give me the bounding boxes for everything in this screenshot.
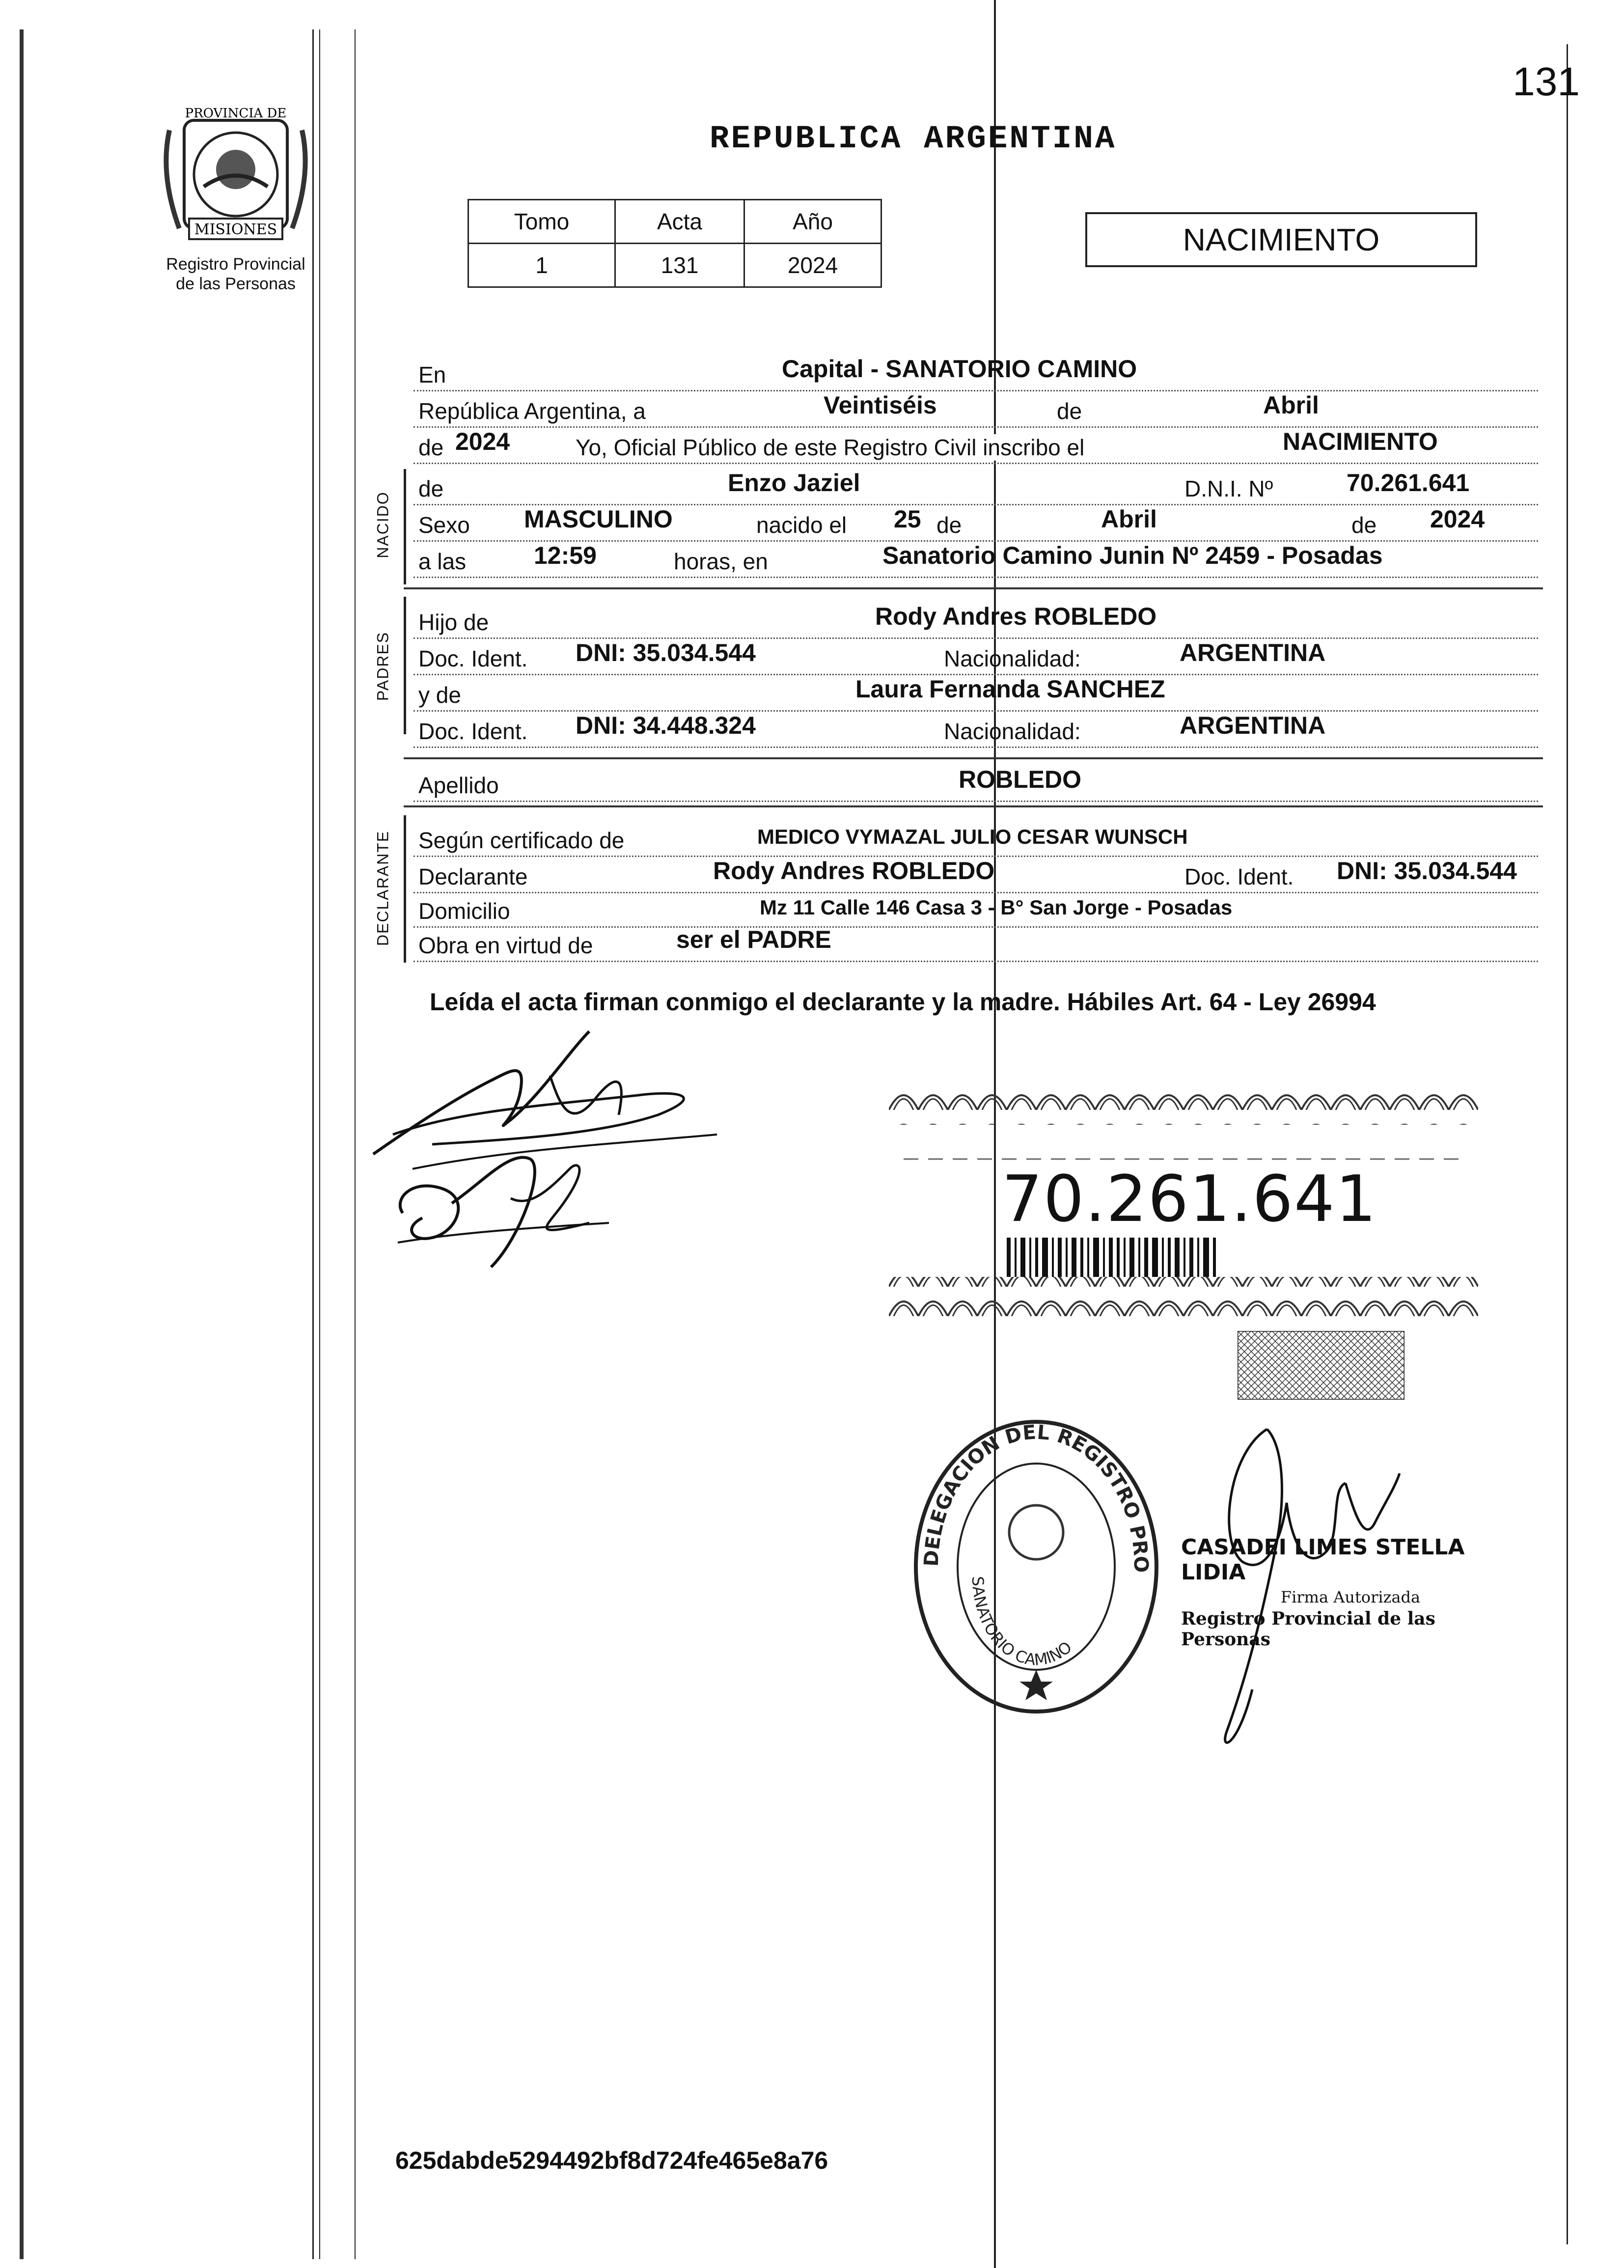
value-mes-nac: Abril	[1101, 505, 1157, 533]
logo-text-top: PROVINCIA DE	[185, 106, 287, 121]
label-de-name: de	[418, 475, 446, 502]
dni-label-number: 70.261.641	[1002, 1162, 1377, 1236]
label-segun-certificado: Según certificado de	[418, 827, 627, 854]
value-declarante: Rody Andres ROBLEDO	[713, 857, 995, 885]
label-nacionalidad: Nacionalidad:	[944, 719, 1081, 744]
form-row-padre-doc	[413, 636, 1538, 675]
label-declarante: Declarante	[418, 863, 530, 890]
value-domicilio: Mz 11 Calle 146 Casa 3 - B° San Jorge - Posadas	[760, 896, 1233, 919]
label-y-de: y de	[418, 682, 464, 708]
form-row-hora	[413, 539, 1538, 578]
value-obra: ser el PADRE	[676, 926, 831, 953]
seal-inner-text: SANATORIO CAMINO	[968, 1576, 1075, 1669]
label-obra-en-virtud: Obra en virtud de	[418, 932, 596, 959]
section-label-declarante: DECLARANTE	[374, 830, 392, 946]
book-table-value-row	[468, 244, 881, 287]
label-de-month: de	[1057, 398, 1082, 424]
margin-line	[312, 29, 314, 2259]
form-row-domicilio	[413, 889, 1538, 928]
registry-caption-line2: de las Personas	[176, 275, 296, 293]
form-row-en	[413, 353, 1538, 391]
book-header-anio: Año	[744, 200, 881, 244]
official-seal	[908, 1414, 1164, 1719]
label-nacido-el: nacido el	[756, 512, 847, 538]
value-lugar: Capital - SANATORIO CAMINO	[782, 355, 1137, 383]
label-horas-en: horas, en	[674, 549, 768, 574]
value-padre-doc: DNI: 35.034.544	[576, 639, 756, 666]
book-value-tomo: 1	[468, 244, 615, 287]
value-padre: Rody Andres ROBLEDO	[875, 603, 1157, 630]
section-bar-padres	[404, 597, 406, 734]
signature-mother	[383, 1139, 638, 1287]
label-republica: República Argentina, a	[418, 398, 649, 424]
section-label-padres: PADRES	[374, 631, 392, 701]
value-madre-doc: DNI: 34.448.324	[576, 712, 756, 739]
form-row-sexo	[413, 503, 1538, 542]
dni-security-label	[889, 1080, 1478, 1326]
logo-text-bottom: MISIONES	[194, 221, 277, 238]
form-row-padre	[413, 600, 1538, 639]
seal-outer-text: DELEGACION DEL REGISTRO PRO	[920, 1421, 1153, 1573]
label-sexo: Sexo	[418, 512, 473, 538]
security-hologram	[1238, 1331, 1404, 1400]
label-nacionalidad: Nacionalidad:	[944, 646, 1081, 671]
value-tipo: NACIMIENTO	[1283, 428, 1438, 455]
book-table	[468, 199, 882, 288]
label-doc-ident: Doc. Ident.	[418, 718, 530, 745]
label-apellido: Apellido	[418, 772, 502, 799]
section-label-nacido: NACIDO	[374, 491, 392, 558]
form-row-apellido	[413, 763, 1538, 802]
official-role: Firma Autorizada	[1280, 1588, 1421, 1606]
value-madre: Laura Fernanda SANCHEZ	[855, 675, 1165, 703]
section-divider	[404, 757, 1543, 759]
margin-line	[20, 29, 24, 2259]
value-padre-nac: ARGENTINA	[1180, 639, 1326, 666]
form-row-madre-doc	[413, 709, 1538, 748]
registry-caption-line1: Registro Provincial	[166, 255, 305, 274]
signature-official	[1169, 1414, 1444, 1768]
value-certificado: MEDICO VYMAZAL JULIO CESAR WUNSCH	[757, 825, 1188, 848]
act-type-box: NACIMIENTO	[1085, 212, 1477, 267]
label-doc-ident: Doc. Ident.	[1184, 864, 1294, 889]
official-org: Registro Provincial de las Personas	[1181, 1608, 1435, 1650]
value-mes: Abril	[1263, 391, 1319, 419]
official-name: CASADEI LIMES STELLA LIDIA	[1181, 1535, 1465, 1585]
province-logo	[160, 101, 312, 248]
section-bar-nacido	[404, 469, 406, 584]
section-divider	[404, 587, 1543, 589]
margin-line	[319, 29, 320, 2259]
margin-line	[355, 29, 356, 2259]
value-apellido: ROBLEDO	[959, 766, 1081, 793]
form-row-fecha	[413, 389, 1538, 428]
value-madre-nac: ARGENTINA	[1180, 712, 1326, 739]
label-dni: D.N.I. Nº	[1184, 475, 1276, 502]
value-anio: 2024	[455, 428, 510, 455]
value-dia-letras: Veintiséis	[824, 391, 937, 419]
value-anio-nac: 2024	[1430, 505, 1485, 533]
footer-hash: 625dabde5294492bf8d724fe465e8a76	[395, 2147, 828, 2174]
label-en: En	[418, 361, 449, 388]
section-bar-declarante	[404, 815, 406, 963]
closing-statement: Leída el acta firman conmigo el declarante y la madre. Hábiles Art. 64 - Ley 26994	[430, 988, 1376, 1016]
value-dni: 70.261.641	[1347, 469, 1470, 497]
label-hijo-de: Hijo de	[418, 609, 492, 636]
value-lugar-nac: Sanatorio Camino Junin Nº 2459 - Posadas	[882, 542, 1383, 569]
value-nombre: Enzo Jaziel	[728, 469, 860, 497]
barcode	[1007, 1238, 1216, 1277]
label-a-las: a las	[418, 548, 469, 575]
form-row-obra	[413, 923, 1538, 962]
form-row-madre	[413, 673, 1538, 712]
svg-text:DELEGACION DEL REGISTRO PROVIN	[908, 1414, 1152, 1573]
book-header-tomo: Tomo	[468, 200, 615, 244]
value-sexo: MASCULINO	[524, 505, 673, 533]
value-declarante-doc: DNI: 35.034.544	[1337, 857, 1517, 885]
form-row-declarante	[413, 855, 1538, 893]
book-table-header-row	[468, 200, 881, 244]
document-title: REPUBLICA ARGENTINA	[710, 120, 1117, 157]
margin-line	[1567, 44, 1568, 2244]
label-doc-ident: Doc. Ident.	[418, 645, 530, 672]
form-row-inscribo	[413, 425, 1538, 464]
label-domicilio: Domicilio	[418, 898, 513, 924]
label-de-birth-year: de	[1351, 512, 1377, 538]
page-number: 131	[1513, 59, 1580, 104]
label-de-year: de	[418, 435, 444, 460]
book-value-acta: 131	[615, 244, 744, 287]
value-hora: 12:59	[534, 542, 597, 569]
label-inscribo: Yo, Oficial Público de este Registro Civil inscribo el	[576, 434, 1087, 461]
form-row-certificado	[413, 818, 1538, 857]
label-de-birth-month: de	[936, 512, 962, 538]
section-divider	[404, 805, 1543, 807]
svg-text:SANATORIO CAMINO	[968, 1576, 1075, 1669]
form-row-nombre	[413, 467, 1538, 505]
book-header-acta: Acta	[615, 200, 744, 244]
registry-caption	[147, 254, 324, 294]
book-value-anio: 2024	[744, 244, 881, 287]
value-dia-nac: 25	[894, 505, 921, 533]
